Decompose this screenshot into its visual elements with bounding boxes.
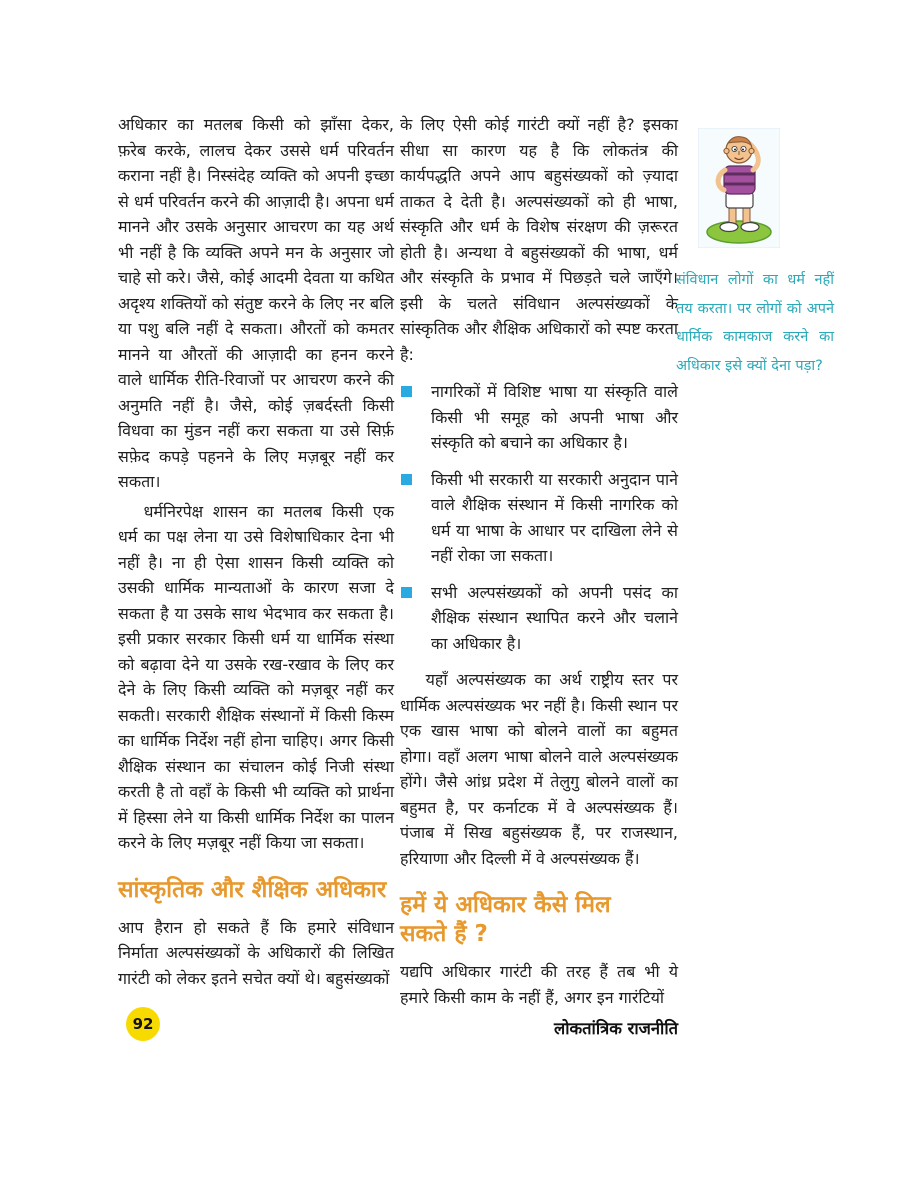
book-title-footer: लोकतांत्रिक राजनीति xyxy=(554,1019,678,1038)
paragraph: आप हैरान हो सकते हैं कि हमारे संविधान निर्माता अल्पसंख्यकों के अधिकारों की लिखित गारंटी को लेकर इतने सचेत क्यों थे। बहुसंख्यकों xyxy=(118,917,394,988)
bullet-square-icon xyxy=(401,587,412,598)
list-item xyxy=(400,580,678,657)
sidebar-caption: संविधान लोगों का धर्म नहीं तय करता। पर लोगों को अपने धार्मिक कामकाज करने का अधिकार इसे क्यों देना पड़ा? xyxy=(676,272,834,374)
confused-boy-cartoon xyxy=(698,128,780,248)
section-heading-cultural-educational-rights: सांस्कृतिक और शैक्षिक अधिकार xyxy=(118,876,387,903)
section-heading-block xyxy=(400,891,678,949)
margin-sidebar xyxy=(676,128,834,380)
list-item-text: नागरिकों में विशिष्ट भाषा या संस्कृति वाले किसी भी समूह को अपनी भाषा और संस्कृति को बचाने का अधिकार है। xyxy=(431,382,678,452)
right-column xyxy=(400,112,678,1010)
heading-line: हमें ये अधिकार कैसे मिल xyxy=(400,892,611,918)
list-item-text: किसी भी सरकारी या सरकारी अनुदान पाने वाले शैक्षिक संस्थान में किसी नागरिक को धर्म या भाषा के आधार पर दाखिला लेने से नहीं रोका जा सकता। xyxy=(431,469,678,565)
paragraph: धर्मनिरपेक्ष शासन का मतलब किसी एक धर्म का पक्ष लेना या उसे विशेषाधिकार देना भी नहीं है। ना ही ऐसा शासन किसी व्यक्ति को उसकी धार्मिक मान्यताओं के कारण सजा दे सकता है या उसके साथ भेदभाव कर सकता है। इसी प्रकार सरकार किसी धर्म या धार्मिक संस्था को बढ़ावा देने या उसके रख-रखाव के लिए कर देने के लिए किसी व्यक्ति को मज़बूर नहीं कर सकती। सरकारी शैक्षिक संस्थानों में किसी किस्म का धार्मिक निर्देश नहीं होना चाहिए। अगर किसी शैक्षिक संस्थान का संचालन कोई निजी संस्था करती है तो वहाँ के किसी भी व्यक्ति को प्रार्थना में हिस्सा लेने या किसी धार्मिक निर्देश का पालन करने के लिए मज़बूर नहीं किया जा सकता। xyxy=(118,501,394,852)
paragraph: यद्यपि अधिकार गारंटी की तरह हैं तब भी ये हमारे किसी काम के नहीं हैं, अगर इन गारंटियों xyxy=(400,962,678,1007)
paragraph: के लिए ऐसी कोई गारंटी क्यों नहीं है? इसका सीधा सा कारण यह है कि लोकतंत्र की कार्यपद्धति अपने आप बहुसंख्यकों को ज़्यादा ताकत दे देती है। अल्पसंख्यकों को ही भाषा, संस्कृति और धर्म के विशेष संरक्षण की ज़रूरत होती है। अन्यथा वे बहुसंख्यकों की भाषा, धर्म और संस्कृति के प्रभाव में पिछड़ते चले जाएँगे। इसी के चलते संविधान अल्पसंख्यकों के सांस्कृतिक और शैक्षिक अधिकारों को स्पष्ट करता है: xyxy=(400,115,678,364)
list-item-text: सभी अल्पसंख्यकों को अपनी पसंद का शैक्षिक संस्थान स्थापित करने और चलाने का अधिकार है। xyxy=(431,582,678,653)
page-number-badge xyxy=(126,1007,160,1041)
rights-bullet-list xyxy=(400,379,678,656)
confused-boy-cartoon-illustration xyxy=(698,128,780,248)
list-item xyxy=(400,379,678,456)
page-number: 92 xyxy=(132,1015,154,1033)
heading-line: सकते हैं ? xyxy=(400,921,488,947)
bullet-square-icon xyxy=(401,474,412,485)
bullet-square-icon xyxy=(401,386,412,397)
paragraph: यहाँ अल्पसंख्यक का अर्थ राष्ट्रीय स्तर पर धार्मिक अल्पसंख्यक भर नहीं है। किसी स्थान पर एक खास भाषा को बोलने वालों का बहुमत होगा। वहाँ अलग भाषा बोलने वाले अल्पसंख्यक होंगे। जैसे आंध्र प्रदेश में तेलुगु बोलने वालों का बहुमत है, पर कर्नाटक में वे अल्पसंख्यक हैं। पंजाब में सिख बहुसंख्यक हैं, पर राजस्थान, हरियाणा और दिल्ली में वे अल्पसंख्यक हैं। xyxy=(400,670,678,868)
list-item xyxy=(400,467,678,569)
left-column xyxy=(118,112,394,991)
section-heading-block xyxy=(118,876,394,905)
section-heading-how-do-we-get-rights xyxy=(400,891,678,949)
paragraph: अधिकार का मतलब किसी को झाँसा देकर, फ़रेब करके, लालच देकर उससे धर्म परिवर्तन कराना नहीं है। निस्संदेह व्यक्ति को अपनी इच्छा से धर्म परिवर्तन करने की आज़ादी है। अपना धर्म मानने और उसके अनुसार आचरण का यह अर्थ भी नहीं है कि व्यक्ति अपने मन के अनुसार जो चाहे सो करे। जैसे, कोई आदमी देवता या कथित अदृश्य शक्तियों को संतुष्ट करने के लिए नर बलि या पशु बलि नहीं दे सकता। औरतों को कमतर मानने या औरतों की आज़ादी का हनन करने वाले धार्मिक रीति-रिवाजों पर आचरण करने की अनुमति नहीं है। जैसे, कोई ज़बर्दस्ती किसी विधवा का मुंडन नहीं करा सकता या उसे सिर्फ़ सफ़ेद कपड़े पहनने के लिए मज़बूर नहीं कर सकता। xyxy=(118,115,394,491)
